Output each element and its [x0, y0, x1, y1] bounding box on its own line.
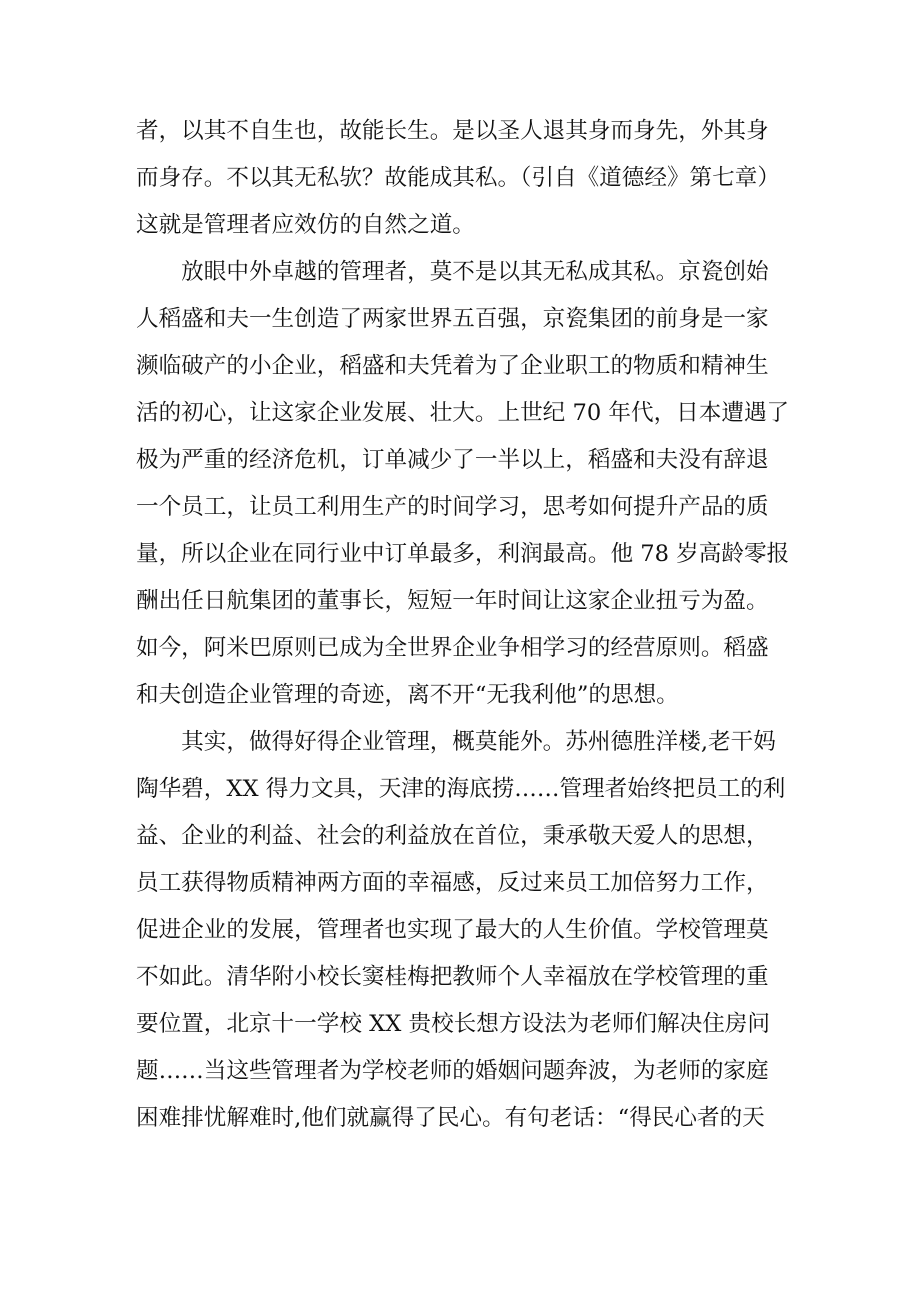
text-line: 和夫创造企业管理的奇迹，离不开“无我利他”的思想。	[136, 682, 679, 708]
text-line: 陶华碧，XX 得力文具，天津的海底捞……管理者始终把员工的利	[136, 776, 786, 802]
text-line: 促进企业的发展，管理者也实现了最大的人生价值。学校管理莫	[136, 917, 769, 943]
text-line: 者，以其不自生也，故能长生。是以圣人退其身而身先，外其身	[136, 118, 769, 144]
text-line: 员工获得物质精神两方面的幸福感，反过来员工加倍努力工作，	[136, 870, 769, 896]
text-line: 一个员工，让员工利用生产的时间学习，思考如何提升产品的质	[136, 494, 769, 520]
text-line: 活的初心，让这家企业发展、壮大。上世纪 70 年代，日本遭遇了	[136, 400, 790, 426]
text-line: 益、企业的利益、社会的利益放在首位，秉承敬天爱人的思想，	[136, 823, 769, 849]
text-line: 这就是管理者应效仿的自然之道。	[136, 212, 475, 238]
text-line: 要位置，北京十一学校 XX 贵校长想方设法为老师们解决住房问	[136, 1011, 770, 1037]
body-text	[136, 108, 796, 1142]
text-line: 人稻盛和夫一生创造了两家世界五百强，京瓷集团的前身是一家	[136, 306, 769, 332]
text-line: 如今，阿米巴原则已成为全世界企业争相学习的经营原则。稻盛	[136, 635, 769, 661]
text-line: 放眼中外卓越的管理者，莫不是以其无私成其私。京瓷创始	[136, 259, 769, 285]
text-line: 酬出任日航集团的董事长，短短一年时间让这家企业扭亏为盈。	[136, 588, 769, 614]
text-line: 不如此。清华附小校长窦桂梅把教师个人幸福放在学校管理的重	[136, 964, 769, 990]
text-line: 濒临破产的小企业，稻盛和夫凭着为了企业职工的物质和精神生	[136, 353, 769, 379]
text-line: 极为严重的经济危机，订单减少了一半以上，稻盛和夫没有辞退	[136, 447, 769, 473]
text-line: 其实，做得好得企业管理，概莫能外。苏州德胜洋楼,老干妈	[136, 729, 776, 755]
text-line: 量，所以企业在同行业中订单最多，利润最高。他 78 岁高龄零报	[136, 541, 790, 567]
text-line: 题……当这些管理者为学校老师的婚姻问题奔波，为老师的家庭	[136, 1058, 769, 1084]
text-line: 而身存。不以其无私欤？故能成其私。（引自《道德经》第七章）	[136, 165, 780, 191]
text-line: 困难排忧解难时,他们就赢得了民心。有句老话：“得民心者的天	[136, 1105, 765, 1131]
